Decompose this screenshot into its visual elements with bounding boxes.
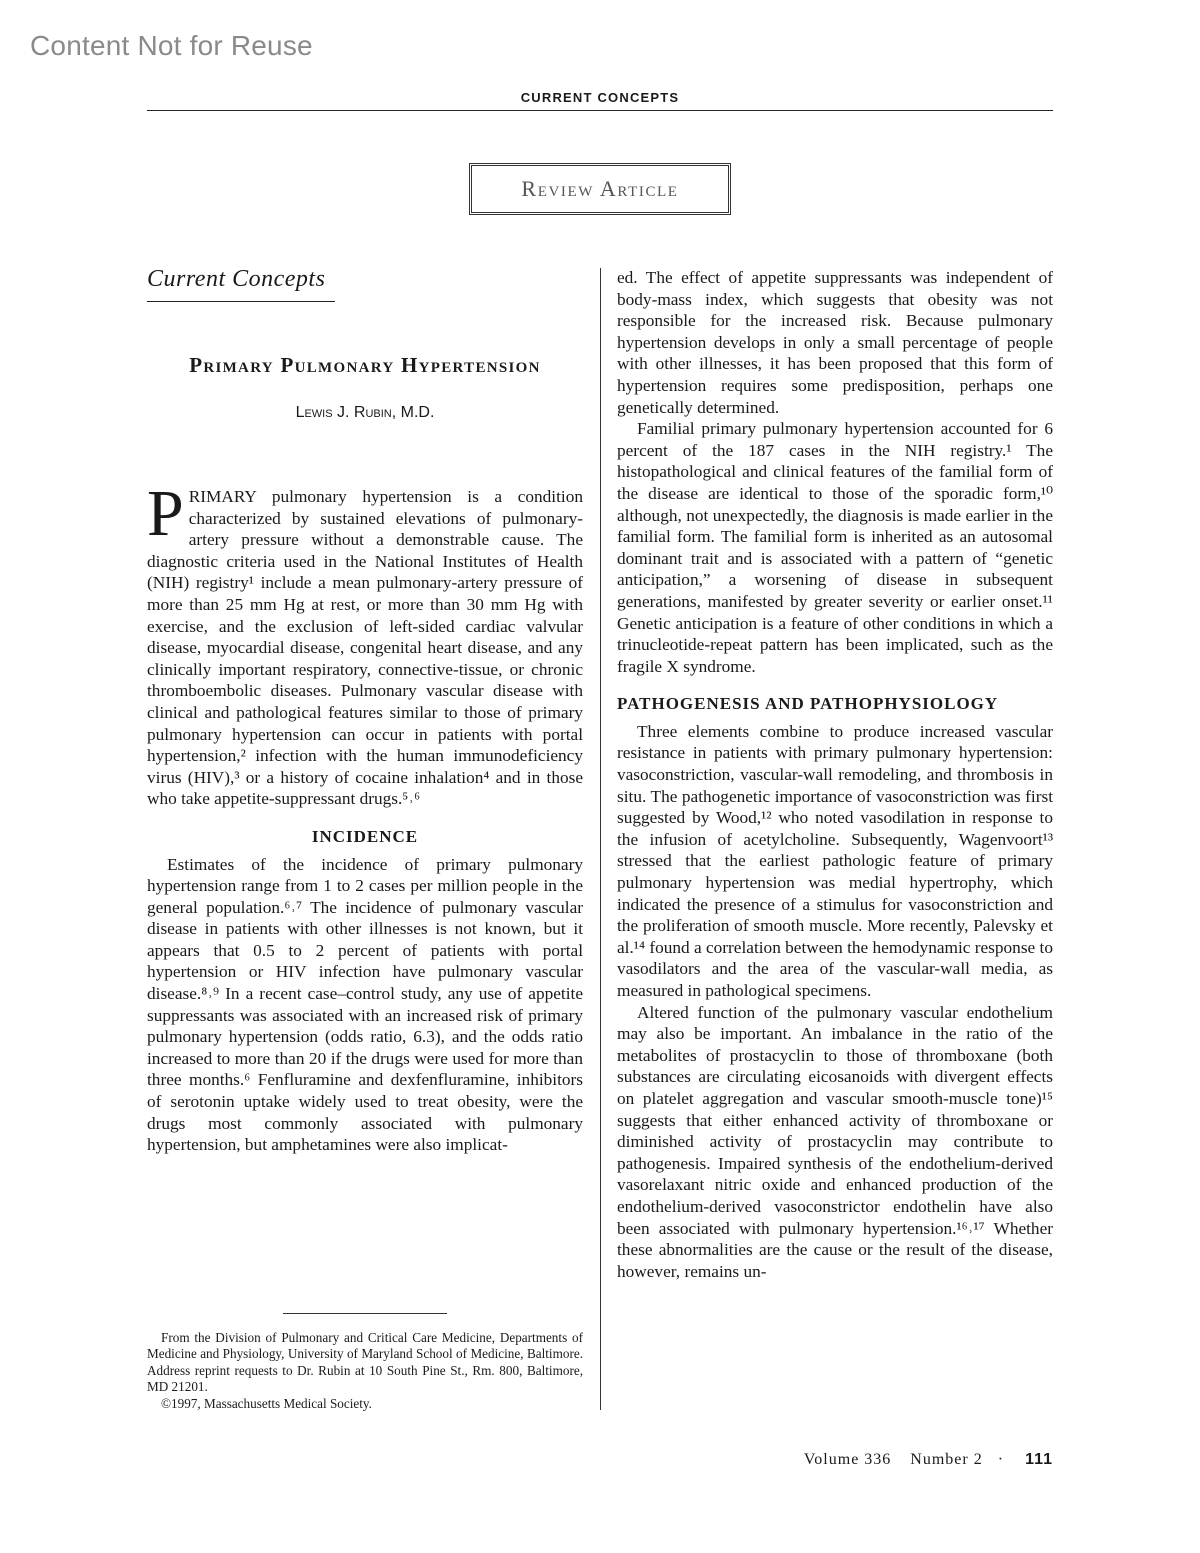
issue-label: Number 2: [910, 1451, 983, 1468]
pathogenesis-paragraph-2: Altered function of the pulmonary vascular endothelium may also be important. An imbalance in the ratio of the metabolites of prostacyclin to those of thromboxane (both substances are circulating eicosanoids with divergent effects on platelet aggregation and vascular smooth-muscle tone)¹⁵ suggests that either enhanced activity of thromboxane or diminished activity of prostacyclin may contribute to pathogenesis. Impaired synthesis of the endothelium-derived vasorelaxant nitric oxide and enhanced production of the endothelium-derived vasoconstrictor endothelin have also been associated with pulmonary hypertension.¹⁶˒¹⁷ Whether these abnormalities are the cause or the result of the disease, however, remains un-: [617, 1002, 1053, 1281]
section-kicker: Current Concepts: [147, 266, 326, 292]
incidence-paragraph: Estimates of the incidence of primary pulmonary hypertension range from 1 to 2 cases per million people in the general population.⁶˒⁷ The incidence of pulmonary vascular disease in patients with other illnesses is not known, but it appears that 0.5 to 2 percent of patients with portal hypertension or HIV infection have pulmonary vascular disease.⁸˒⁹ In a recent case–control study, any use of appetite suppressants was associated with an increased risk of primary pulmonary hypertension (odds ratio, 6.3), and the odds ratio increased to more than 20 if the drugs were used for more than three months.⁶ Fenfluramine and dexfenfluramine, inhibitors of serotonin uptake widely used to treat obesity, were the drugs most commonly associated with pulmonary hypertension, but amphetamines were also implicat-: [147, 854, 583, 1155]
continuation-paragraph: ed. The effect of appetite suppressants was independent of body-mass index, which suggests that obesity was not responsible for the increased risk. Because pulmonary hypertension develops in only a small percentage of people with other illnesses, it has been proposed that this form of hypertension requires some predisposition, perhaps one genetically determined.: [617, 268, 1053, 417]
footer-separator: ·: [997, 1451, 1005, 1468]
intro-paragraph: [147, 477, 583, 810]
watermark-text: Content Not for Reuse: [30, 30, 313, 61]
left-column: [147, 477, 583, 1156]
right-column: [617, 267, 1053, 1282]
footnote-affiliation: From the Division of Pulmonary and Critical Care Medicine, Departments of Medicine and Physiology, University of Maryland School of Medicine, Baltimore. Address reprint requests to Dr. Rubin at 10 South Pine St., Rm. 800, Baltimore, MD 21201.: [147, 1330, 583, 1395]
volume-label: Volume 336: [803, 1451, 892, 1468]
footnote: [147, 1330, 583, 1412]
page-number: 111: [1025, 1451, 1053, 1468]
pathogenesis-paragraph-1: Three elements combine to produce increased vascular resistance in patients with primary pulmonary hypertension: vasoconstriction, vascular-wall remodeling, and thrombosis in situ. The pathogenetic importance of vasoconstriction was first suggested by Wood,¹² who noted vasodilation in response to the infusion of acetylcholine. Subsequently, Wagenvoort¹³ stressed that the earliest pathologic feature of primary pulmonary hypertension was medial hypertrophy, which indicated the presence of a stimulus for vasoconstriction and the proliferation of smooth muscle. More recently, Palevsky et al.¹⁴ found a correlation between the hemodynamic response to vasodilators and the area of the vascular-wall media, as measured in pathological specimens.: [617, 721, 1053, 1000]
review-article-banner: [469, 163, 731, 215]
footnote-copyright: ©1997, Massachusetts Medical Society.: [161, 1395, 372, 1411]
author-byline: Lewis J. Rubin, M.D.: [295, 404, 435, 421]
banner-label: Review Article: [521, 176, 679, 201]
incidence-heading: INCIDENCE: [311, 826, 419, 846]
page-footer: [804, 1451, 1053, 1469]
footnote-rule: [283, 1313, 447, 1314]
header-rule: [147, 110, 1053, 111]
intro-text: RIMARY pulmonary hypertension is a condition characterized by sustained elevations of pulmonary-artery pressure without a demonstrable cause. The diagnostic criteria used in the National Institutes of Health (NIH) registry¹ include a mean pulmonary-artery pressure of more than 25 mm Hg at rest, or more than 30 mm Hg with exercise, and the exclusion of left-sided cardiac valvular disease, myocardial disease, congenital heart disease, and any clinically important respiratory, connective-tissue, or chronic thromboembolic diseases. Pulmonary vascular disease with clinical and pathological features similar to those of primary pulmonary hypertension can occur in patients with portal hypertension,² infection with the human immunodeficiency virus (HIV),³ or a history of cocaine inhalation⁴ and in those who take appetite-suppressant drugs.⁵˒⁶: [147, 487, 583, 809]
familial-paragraph: Familial primary pulmonary hypertension accounted for 6 percent of the 187 cases in the NIH registry.¹ The histopathological and clinical features of the familial form of the disease are identical to those of the sporadic form,¹⁰ although, not unexpectedly, the diagnosis is made earlier in the familial form. The familial form is inherited as an autosomal dominant trait and is associated with a pattern of “genetic anticipation,” a worsening of disease in subsequent generations, manifested by greater severity or earlier onset.¹¹ Genetic anticipation is a feature of other conditions in which a trinucleotide-repeat pattern has been implicated, such as the fragile X syndrome.: [617, 419, 1053, 676]
kicker-underline: [147, 301, 335, 302]
article-title: Primary Pulmonary Hypertension: [189, 353, 541, 377]
running-head: CURRENT CONCEPTS: [520, 90, 680, 105]
column-divider: [600, 268, 601, 1410]
pathogenesis-heading: PATHOGENESIS AND PATHOPHYSIOLOGY: [617, 694, 999, 714]
drop-cap: P: [147, 477, 184, 550]
